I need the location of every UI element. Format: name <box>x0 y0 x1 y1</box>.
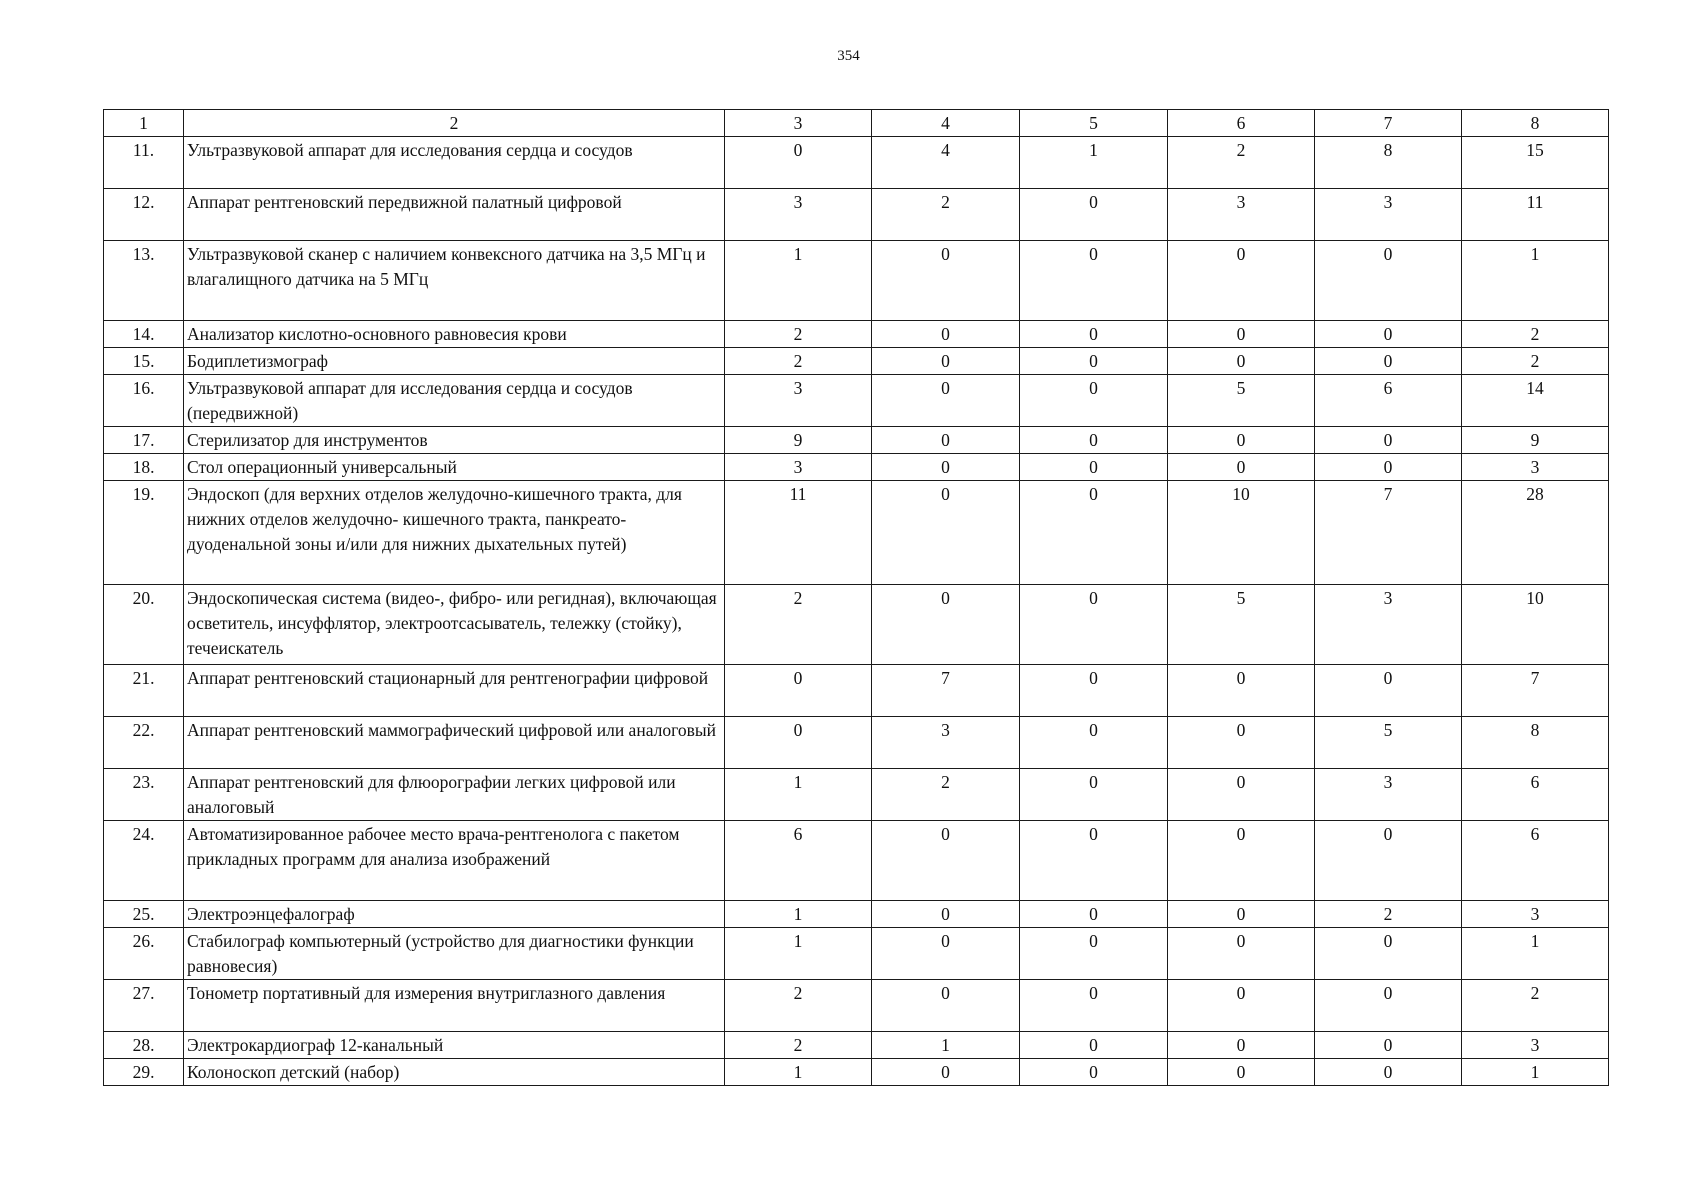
value-cell-col-6: 0 <box>1168 454 1315 481</box>
equipment-name: Стабилограф компьютерный (устройство для диагностики функции равновесия) <box>184 928 725 980</box>
equipment-table <box>103 109 1609 1086</box>
value-cell-col-5: 0 <box>1020 1059 1168 1086</box>
equipment-name: Тонометр портативный для измерения внутриглазного давления <box>184 980 725 1032</box>
row-number: 21. <box>104 665 184 717</box>
value-cell-col-5: 0 <box>1020 375 1168 427</box>
value-cell-col-8: 6 <box>1462 821 1609 901</box>
value-cell-col-4: 0 <box>872 821 1020 901</box>
value-cell-col-3: 0 <box>725 665 872 717</box>
table-row <box>104 321 1609 348</box>
value-cell-col-7: 0 <box>1315 1059 1462 1086</box>
value-cell-col-8: 1 <box>1462 1059 1609 1086</box>
value-cell-col-3: 2 <box>725 980 872 1032</box>
value-cell-col-4: 7 <box>872 665 1020 717</box>
value-cell-col-6: 0 <box>1168 717 1315 769</box>
equipment-name: Электрокардиограф 12-канальный <box>184 1032 725 1059</box>
value-cell-col-3: 11 <box>725 481 872 585</box>
value-cell-col-6: 0 <box>1168 928 1315 980</box>
value-cell-col-8: 3 <box>1462 901 1609 928</box>
value-cell-col-8: 15 <box>1462 137 1609 189</box>
header-cell: 4 <box>872 110 1020 137</box>
value-cell-col-7: 0 <box>1315 980 1462 1032</box>
value-cell-col-8: 2 <box>1462 321 1609 348</box>
value-cell-col-4: 0 <box>872 321 1020 348</box>
equipment-name: Ультразвуковой аппарат для исследования сердца и сосудов <box>184 137 725 189</box>
value-cell-col-4: 2 <box>872 769 1020 821</box>
row-number: 28. <box>104 1032 184 1059</box>
row-number: 17. <box>104 427 184 454</box>
value-cell-col-6: 0 <box>1168 821 1315 901</box>
row-number: 18. <box>104 454 184 481</box>
value-cell-col-8: 10 <box>1462 585 1609 665</box>
row-number: 24. <box>104 821 184 901</box>
value-cell-col-6: 0 <box>1168 1032 1315 1059</box>
value-cell-col-5: 0 <box>1020 481 1168 585</box>
value-cell-col-4: 0 <box>872 928 1020 980</box>
header-cell: 5 <box>1020 110 1168 137</box>
equipment-name: Ультразвуковой аппарат для исследования сердца и сосудов (передвижной) <box>184 375 725 427</box>
value-cell-col-6: 0 <box>1168 1059 1315 1086</box>
table-row <box>104 980 1609 1032</box>
value-cell-col-3: 1 <box>725 241 872 321</box>
value-cell-col-8: 6 <box>1462 769 1609 821</box>
equipment-name: Стол операционный универсальный <box>184 454 725 481</box>
equipment-name: Автоматизированное рабочее место врача-рентгенолога с пакетом прикладных программ для анализа изображений <box>184 821 725 901</box>
value-cell-col-6: 0 <box>1168 769 1315 821</box>
value-cell-col-5: 0 <box>1020 241 1168 321</box>
value-cell-col-8: 9 <box>1462 427 1609 454</box>
value-cell-col-6: 0 <box>1168 348 1315 375</box>
equipment-name: Стерилизатор для инструментов <box>184 427 725 454</box>
row-number: 15. <box>104 348 184 375</box>
row-number: 22. <box>104 717 184 769</box>
value-cell-col-8: 1 <box>1462 928 1609 980</box>
table-row <box>104 375 1609 427</box>
table-row <box>104 1059 1609 1086</box>
value-cell-col-6: 0 <box>1168 241 1315 321</box>
equipment-name: Аппарат рентгеновский стационарный для рентгенографии цифровой <box>184 665 725 717</box>
equipment-name: Аппарат рентгеновский маммографический цифровой или аналоговый <box>184 717 725 769</box>
value-cell-col-3: 2 <box>725 1032 872 1059</box>
value-cell-col-3: 1 <box>725 769 872 821</box>
value-cell-col-5: 0 <box>1020 454 1168 481</box>
table-row <box>104 1032 1609 1059</box>
equipment-name: Бодиплетизмограф <box>184 348 725 375</box>
table-row <box>104 928 1609 980</box>
value-cell-col-7: 0 <box>1315 821 1462 901</box>
row-number: 20. <box>104 585 184 665</box>
equipment-name: Аппарат рентгеновский передвижной палатный цифровой <box>184 189 725 241</box>
value-cell-col-7: 5 <box>1315 717 1462 769</box>
table-body <box>104 110 1609 1086</box>
table-row <box>104 189 1609 241</box>
value-cell-col-4: 0 <box>872 585 1020 665</box>
table-row <box>104 481 1609 585</box>
value-cell-col-4: 0 <box>872 980 1020 1032</box>
table-row <box>104 717 1609 769</box>
table-row <box>104 427 1609 454</box>
value-cell-col-7: 0 <box>1315 427 1462 454</box>
row-number: 29. <box>104 1059 184 1086</box>
value-cell-col-4: 0 <box>872 427 1020 454</box>
value-cell-col-4: 0 <box>872 481 1020 585</box>
row-number: 11. <box>104 137 184 189</box>
value-cell-col-8: 3 <box>1462 1032 1609 1059</box>
table-row <box>104 585 1609 665</box>
value-cell-col-4: 2 <box>872 189 1020 241</box>
value-cell-col-7: 6 <box>1315 375 1462 427</box>
value-cell-col-3: 2 <box>725 585 872 665</box>
value-cell-col-5: 0 <box>1020 1032 1168 1059</box>
row-number: 23. <box>104 769 184 821</box>
value-cell-col-4: 0 <box>872 241 1020 321</box>
row-number: 16. <box>104 375 184 427</box>
equipment-name: Анализатор кислотно-основного равновесия крови <box>184 321 725 348</box>
value-cell-col-7: 0 <box>1315 321 1462 348</box>
value-cell-col-3: 9 <box>725 427 872 454</box>
value-cell-col-3: 3 <box>725 189 872 241</box>
row-number: 25. <box>104 901 184 928</box>
value-cell-col-3: 6 <box>725 821 872 901</box>
value-cell-col-3: 2 <box>725 321 872 348</box>
value-cell-col-5: 0 <box>1020 821 1168 901</box>
value-cell-col-6: 5 <box>1168 375 1315 427</box>
value-cell-col-6: 2 <box>1168 137 1315 189</box>
header-cell: 3 <box>725 110 872 137</box>
value-cell-col-7: 0 <box>1315 1032 1462 1059</box>
table-row <box>104 821 1609 901</box>
value-cell-col-5: 0 <box>1020 321 1168 348</box>
value-cell-col-7: 3 <box>1315 585 1462 665</box>
value-cell-col-6: 0 <box>1168 321 1315 348</box>
table-row <box>104 137 1609 189</box>
value-cell-col-8: 7 <box>1462 665 1609 717</box>
row-number: 26. <box>104 928 184 980</box>
value-cell-col-4: 0 <box>872 454 1020 481</box>
value-cell-col-4: 0 <box>872 1059 1020 1086</box>
value-cell-col-7: 0 <box>1315 928 1462 980</box>
value-cell-col-8: 28 <box>1462 481 1609 585</box>
value-cell-col-6: 3 <box>1168 189 1315 241</box>
equipment-name: Колоноскоп детский (набор) <box>184 1059 725 1086</box>
value-cell-col-4: 0 <box>872 901 1020 928</box>
value-cell-col-3: 0 <box>725 717 872 769</box>
value-cell-col-5: 0 <box>1020 928 1168 980</box>
table-row <box>104 665 1609 717</box>
value-cell-col-8: 3 <box>1462 454 1609 481</box>
value-cell-col-7: 2 <box>1315 901 1462 928</box>
value-cell-col-3: 1 <box>725 901 872 928</box>
value-cell-col-8: 8 <box>1462 717 1609 769</box>
value-cell-col-7: 7 <box>1315 481 1462 585</box>
header-cell: 1 <box>104 110 184 137</box>
header-cell: 7 <box>1315 110 1462 137</box>
value-cell-col-5: 0 <box>1020 980 1168 1032</box>
header-cell: 8 <box>1462 110 1609 137</box>
value-cell-col-5: 0 <box>1020 769 1168 821</box>
value-cell-col-6: 0 <box>1168 980 1315 1032</box>
equipment-name: Аппарат рентгеновский для флюорографии легких цифровой или аналоговый <box>184 769 725 821</box>
value-cell-col-8: 14 <box>1462 375 1609 427</box>
page-number: 354 <box>837 48 860 64</box>
value-cell-col-8: 1 <box>1462 241 1609 321</box>
value-cell-col-7: 3 <box>1315 189 1462 241</box>
value-cell-col-6: 5 <box>1168 585 1315 665</box>
value-cell-col-5: 0 <box>1020 665 1168 717</box>
value-cell-col-3: 1 <box>725 928 872 980</box>
row-number: 12. <box>104 189 184 241</box>
value-cell-col-4: 0 <box>872 375 1020 427</box>
value-cell-col-4: 1 <box>872 1032 1020 1059</box>
value-cell-col-3: 3 <box>725 375 872 427</box>
value-cell-col-7: 0 <box>1315 665 1462 717</box>
equipment-name: Эндоскоп (для верхних отделов желудочно-кишечного тракта, для нижних отделов желудочно- кишечного тракта, панкреато-дуоденальной зоны и/или для нижних дыхательных путей) <box>184 481 725 585</box>
equipment-name: Ультразвуковой сканер с наличием конвексного датчика на 3,5 МГц и влагалищного датчика на 5 МГц <box>184 241 725 321</box>
value-cell-col-6: 0 <box>1168 901 1315 928</box>
value-cell-col-7: 3 <box>1315 769 1462 821</box>
table-row <box>104 348 1609 375</box>
value-cell-col-8: 2 <box>1462 980 1609 1032</box>
value-cell-col-6: 0 <box>1168 427 1315 454</box>
value-cell-col-3: 1 <box>725 1059 872 1086</box>
value-cell-col-7: 8 <box>1315 137 1462 189</box>
value-cell-col-4: 4 <box>872 137 1020 189</box>
row-number: 27. <box>104 980 184 1032</box>
header-cell: 2 <box>184 110 725 137</box>
table-row <box>104 901 1609 928</box>
value-cell-col-8: 11 <box>1462 189 1609 241</box>
value-cell-col-5: 0 <box>1020 189 1168 241</box>
value-cell-col-3: 2 <box>725 348 872 375</box>
value-cell-col-5: 1 <box>1020 137 1168 189</box>
value-cell-col-6: 0 <box>1168 665 1315 717</box>
equipment-name: Эндоскопическая система (видео-, фибро- или регидная), включающая осветитель, инсуффлятор, электроотсасыватель, тележку (стойку), течеискатель <box>184 585 725 665</box>
value-cell-col-5: 0 <box>1020 585 1168 665</box>
row-number: 14. <box>104 321 184 348</box>
value-cell-col-7: 0 <box>1315 241 1462 321</box>
value-cell-col-7: 0 <box>1315 348 1462 375</box>
table-row <box>104 769 1609 821</box>
header-cell: 6 <box>1168 110 1315 137</box>
row-number: 13. <box>104 241 184 321</box>
value-cell-col-3: 3 <box>725 454 872 481</box>
value-cell-col-4: 3 <box>872 717 1020 769</box>
value-cell-col-5: 0 <box>1020 427 1168 454</box>
table-row <box>104 241 1609 321</box>
value-cell-col-5: 0 <box>1020 348 1168 375</box>
table-row <box>104 454 1609 481</box>
value-cell-col-5: 0 <box>1020 717 1168 769</box>
value-cell-col-7: 0 <box>1315 454 1462 481</box>
value-cell-col-4: 0 <box>872 348 1020 375</box>
value-cell-col-8: 2 <box>1462 348 1609 375</box>
value-cell-col-5: 0 <box>1020 901 1168 928</box>
table-header-row <box>104 110 1609 137</box>
value-cell-col-3: 0 <box>725 137 872 189</box>
equipment-name: Электроэнцефалограф <box>184 901 725 928</box>
value-cell-col-6: 10 <box>1168 481 1315 585</box>
row-number: 19. <box>104 481 184 585</box>
